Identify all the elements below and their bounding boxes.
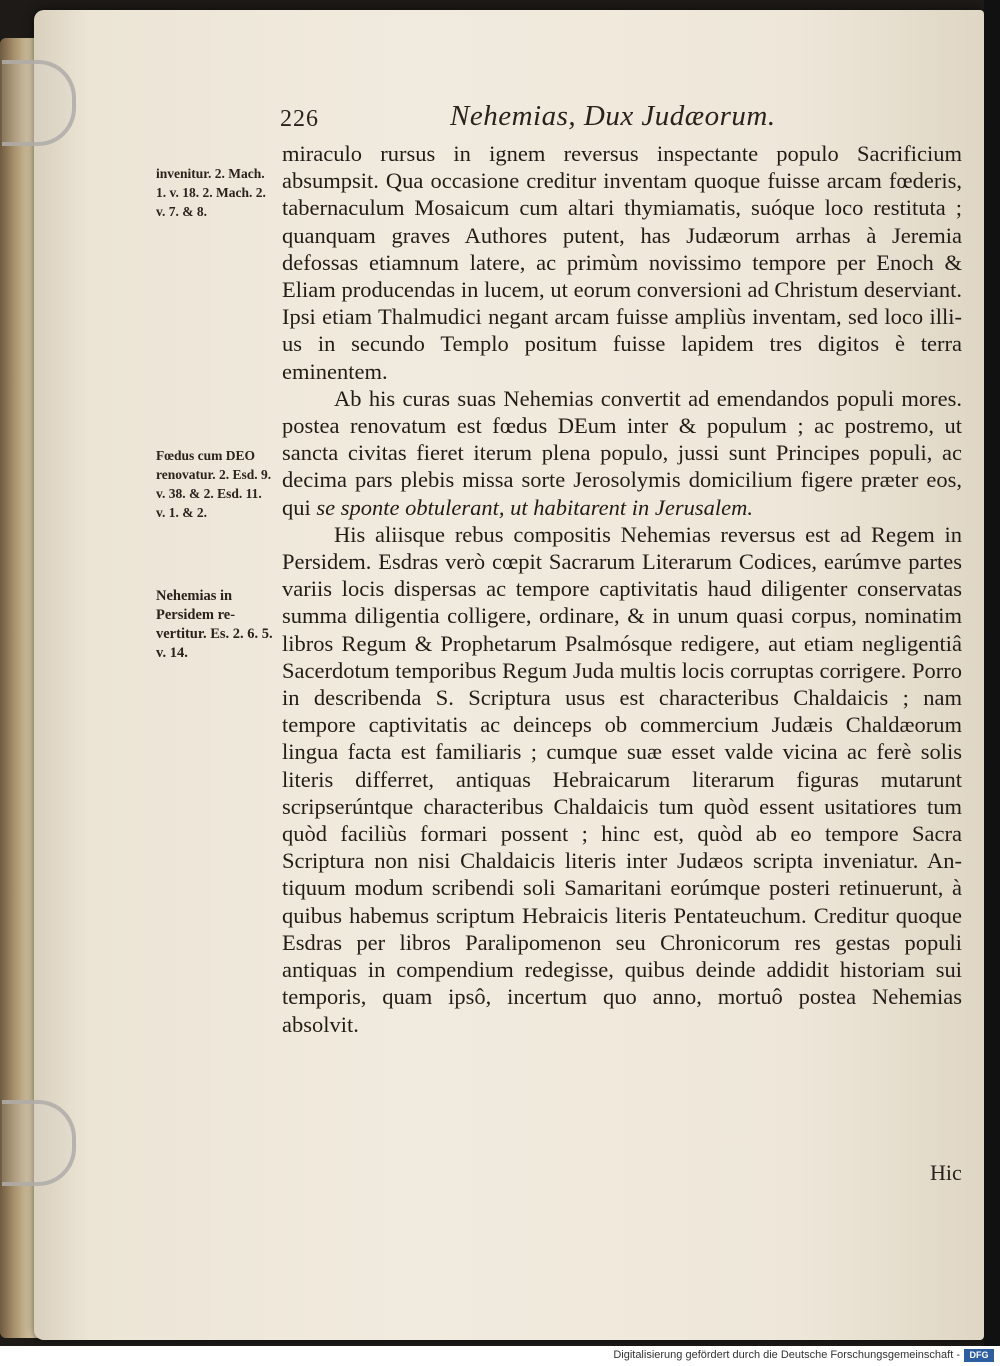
scan-right-edge	[984, 0, 1000, 1346]
marginal-note-1: invenitur. 2. Mach. 1. v. 18. 2. Mach. 2. v. 7. & 8.	[156, 166, 266, 219]
running-head: Nehemias, Dux Judæorum.	[450, 100, 776, 132]
paragraph-1: miraculo rursus in ignem reversus inspectante populo Sacrificium absumpsit. Qua occasione creditur inventam quoque fuisse arcam fœderis, tabernaculum Mosaicum cum altari thymiamatis, suóque loco restituta ; quanquam graves Authores putent, has Judæorum arrhas à Jeremia defossas etiamnum latere, ac primùm novissimo tempore per Enoch & Eliam producendas in lucem, ut eorum conversioni ad Christum deserviant. Ipsi etiam Thalmudici negant arcam fuisse ampliùs inventam, sed loco illius in secundo Templo positum fuisse lapidem tres digitos è terra eminentem.	[282, 141, 962, 384]
paragraph-2-italic: se sponte obtulerant, ut habitarent in Jerusalem.	[316, 494, 754, 520]
footer-credit: Digitalisierung gefördert durch die Deutsche Forschungsgemeinschaft -	[613, 1349, 960, 1361]
dfg-logo-icon: DFG	[964, 1349, 994, 1362]
page-number: 226	[280, 106, 319, 132]
page-clip-top	[2, 60, 76, 146]
page-header	[280, 100, 980, 140]
body-text	[282, 140, 962, 1038]
paragraph-3: His aliisque rebus compositis Nehemias reversus est ad Regem in Persidem. Esdras verò cœpit Sacrarum Literarum Codices, earúmve partes variis locis dispersas ac tempore captivitatis haud diligenter conservatas summa diligentia colligere, ordinare, & in unum quasi corpus, nominatim libros Regum & Prophetarum Psalmósque redigere, aut etiam negligentiâ Sacerdotum temporibus Regum Juda multis locis corruptas corrigere. Porro in describenda S. Scriptura usus est characteribus Chaldaicis ; nam tempore captivitatis ac deinceps ob commercium Judæis Chaldæorum lingua facta est familiaris ; cumque suæ esset valde vicina ac ferè solis literis differret, antiquas Hebraicarum literarum figuras mutarunt scripserúntque characteribus Chaldaicis tum quòd essent usitatiores tum quòd faciliùs formari possent ; hinc est, quòd ab eo tempore Sacra Scriptura non nisi Chaldaicis literis inter Judæos scripta inveniatur. Antiquum modum scribendi soli Samaritani eorúmque posteri retinuerunt, à quibus habemus scriptum Hebraicis literis Pentateuchum. Creditur quoque Esdras per libros Paralipomenon seu Chronicorum res gestas populi antiquas in compendium redegisse, quibus deinde addidit historiam sui temporis, quam ipsô, incertum quo anno, mortuô postea Nehemias absolvit.	[282, 521, 962, 1037]
marginal-note-2: Fœdus cum DEO renovatur. 2. Esd. 9. v. 38. & 2. Esd. 11. v. 1. & 2.	[156, 448, 272, 520]
paragraph-2-main: Ab his curas suas Nehemias convertit ad emendandos populi mores. postea renovatum est fœdus DEum inter & populum ; ac postremo, ut sancta civitas fieret iterum plena populo, jussi sunt Principes populi, ac decima pars plebis missa sorte Jerosolymis domicilium figere præter eos, qui	[282, 385, 962, 520]
catchword: Hic	[930, 1160, 962, 1185]
page-clip-bottom	[2, 1100, 76, 1186]
digitization-footer	[0, 1346, 1000, 1366]
marginal-note-3: Nehemias in Persidem revertitur. Es. 2. 6. 5. v. 14.	[156, 588, 273, 661]
paragraph-2	[282, 385, 962, 521]
